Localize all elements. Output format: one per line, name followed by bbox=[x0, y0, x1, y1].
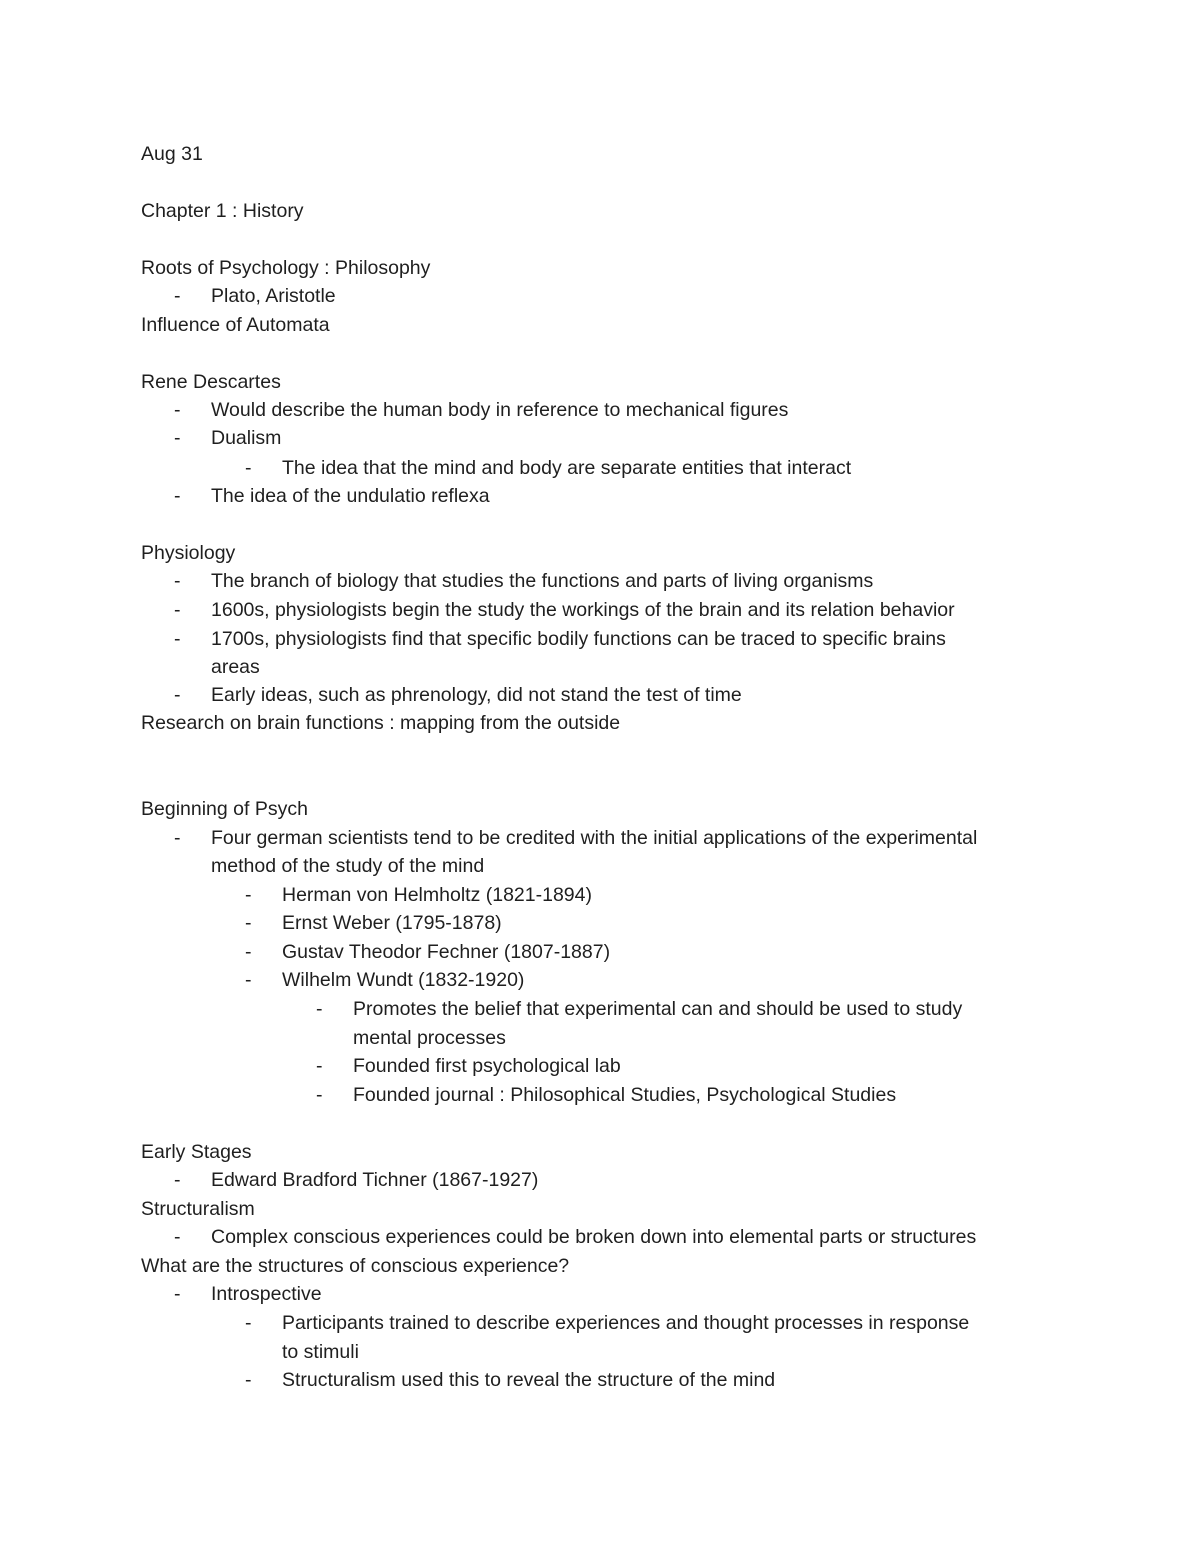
list-item: Herman von Helmholtz (1821-1894) bbox=[282, 884, 592, 906]
bullet-marker: - bbox=[245, 884, 252, 906]
bullet-marker: - bbox=[316, 998, 323, 1020]
bullet-marker: - bbox=[174, 599, 181, 621]
bullet-marker: - bbox=[245, 912, 252, 934]
bullet-marker: - bbox=[174, 827, 181, 849]
list-item: Ernst Weber (1795-1878) bbox=[282, 912, 502, 934]
bullet-marker: - bbox=[174, 485, 181, 507]
bullet-marker: - bbox=[174, 399, 181, 421]
bullet-marker: - bbox=[245, 941, 252, 963]
section-heading-automata: Influence of Automata bbox=[141, 314, 330, 336]
list-item: Four german scientists tend to be credited with the initial applications of the experimental bbox=[211, 827, 978, 849]
list-item: Complex conscious experiences could be broken down into elemental parts or structures bbox=[211, 1226, 977, 1248]
list-item: Promotes the belief that experimental can and should be used to study bbox=[353, 998, 963, 1020]
list-item: Wilhelm Wundt (1832-1920) bbox=[282, 969, 525, 991]
section-heading-early-stages: Early Stages bbox=[141, 1141, 252, 1163]
bullet-marker: - bbox=[174, 1226, 181, 1248]
list-item: 1700s, physiologists find that specific bodily functions can be traced to specific brains bbox=[211, 628, 946, 650]
bullet-marker: - bbox=[245, 1312, 252, 1334]
list-item: Structuralism used this to reveal the structure of the mind bbox=[282, 1369, 776, 1391]
list-item: Introspective bbox=[211, 1283, 322, 1305]
bullet-marker: - bbox=[174, 570, 181, 592]
list-item-continuation: method of the study of the mind bbox=[211, 855, 485, 877]
section-heading-research: Research on brain functions : mapping from the outside bbox=[141, 712, 621, 734]
bullet-marker: - bbox=[174, 684, 181, 706]
list-item-continuation: to stimuli bbox=[282, 1341, 359, 1363]
section-heading-descartes: Rene Descartes bbox=[141, 371, 281, 393]
section-heading-beginning: Beginning of Psych bbox=[141, 798, 308, 820]
bullet-marker: - bbox=[174, 427, 181, 449]
bullet-marker: - bbox=[245, 969, 252, 991]
chapter-title: Chapter 1 : History bbox=[141, 200, 304, 222]
list-item: Would describe the human body in reference to mechanical figures bbox=[211, 399, 789, 421]
list-item: Early ideas, such as phrenology, did not stand the test of time bbox=[211, 684, 742, 706]
bullet-marker: - bbox=[245, 1369, 252, 1391]
bullet-marker: - bbox=[316, 1084, 323, 1106]
bullet-marker: - bbox=[245, 457, 252, 479]
bullet-marker: - bbox=[174, 1169, 181, 1191]
section-heading-structures-question: What are the structures of conscious experience? bbox=[141, 1255, 570, 1277]
list-item: Founded journal : Philosophical Studies, Psychological Studies bbox=[353, 1084, 897, 1106]
section-heading-roots: Roots of Psychology : Philosophy bbox=[141, 257, 431, 279]
bullet-marker: - bbox=[316, 1055, 323, 1077]
list-item: Gustav Theodor Fechner (1807-1887) bbox=[282, 941, 611, 963]
list-item: 1600s, physiologists begin the study the workings of the brain and its relation behavior bbox=[211, 599, 955, 621]
bullet-marker: - bbox=[174, 628, 181, 650]
section-heading-structuralism: Structuralism bbox=[141, 1198, 255, 1220]
section-heading-physiology: Physiology bbox=[141, 542, 236, 564]
list-item: The idea that the mind and body are separate entities that interact bbox=[282, 457, 852, 479]
list-item: Founded first psychological lab bbox=[353, 1055, 621, 1077]
bullet-marker: - bbox=[174, 285, 181, 307]
list-item: The branch of biology that studies the functions and parts of living organisms bbox=[211, 570, 874, 592]
list-item: Plato, Aristotle bbox=[211, 285, 336, 307]
list-item: Edward Bradford Tichner (1867-1927) bbox=[211, 1169, 539, 1191]
date-heading: Aug 31 bbox=[141, 143, 203, 165]
list-item: Dualism bbox=[211, 427, 282, 449]
list-item-continuation: areas bbox=[211, 656, 260, 678]
list-item: The idea of the undulatio reflexa bbox=[211, 485, 490, 507]
bullet-marker: - bbox=[174, 1283, 181, 1305]
list-item-continuation: mental processes bbox=[353, 1027, 506, 1049]
list-item: Participants trained to describe experiences and thought processes in response bbox=[282, 1312, 970, 1334]
